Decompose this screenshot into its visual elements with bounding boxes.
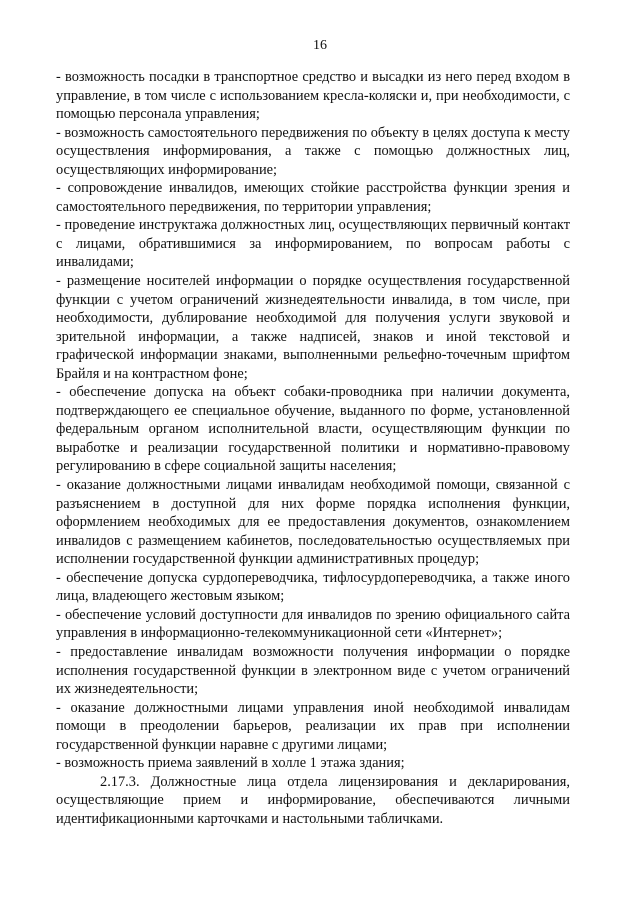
paragraph-barrier-assistance: - оказание должностными лицами управления иной необходимой инвалидам помощи в преодолении барьеров, реализации их прав при исполнении государственной функции наравне с другими лицами; [56, 699, 570, 753]
paragraph-information-placement: - размещение носителей информации о порядке осуществления государственной функции с учетом ограничений жизнедеятельности инвалида, в том числе, при необходимости, дублирование необходимой для получения услуги звуковой и зрительной информации, а также надписей, знаков и иной текстовой и графической информации знаками, выполненными рельефно-точечным шрифтом Брайля и на контрастном фоне; [56, 273, 570, 382]
paragraph-website-accessibility: - обеспечение условий доступности для инвалидов по зрению официального сайта управления в информационно-телекоммуникационной сети «Интернет»; [56, 606, 570, 642]
document-body [56, 68, 570, 828]
paragraph-hall-reception: - возможность приема заявлений в холле 1 этажа здания; [56, 755, 405, 772]
page-number: 16 [313, 38, 327, 53]
paragraph-boarding: - возможность посадки в транспортное средство и высадки из него перед входом в управление, в том числе с использованием кресла-коляски и, при необходимости, с помощью персонала управления; [56, 69, 570, 123]
paragraph-staff-assistance: - оказание должностными лицами инвалидам необходимой помощи, связанной с разъяснением в доступной для них форме порядка исполнения функции, оформлением необходимых для ее предоставления документов, ознакомлением инвалидов с размещением кабинетов, последовательностью осуществляемых при исполнении государственной функции административных процедур; [56, 477, 570, 568]
paragraph-escort: - сопровождение инвалидов, имеющих стойкие расстройства функции зрения и самостоятельного передвижения, по территории управления; [56, 180, 570, 215]
paragraph-section-2-17-3: 2.17.3. Должностные лица отдела лицензирования и декларирования, осуществляющие прием и информирование, обеспечиваются личными идентификационными карточками и настольными табличками. [56, 773, 570, 827]
paragraph-self-movement: - возможность самостоятельного передвижения по объекту в целях доступа к месту осуществления информирования, а также с помощью должностных лиц, осуществляющих информирование; [56, 124, 570, 178]
paragraph-sign-interpreter: - обеспечение допуска сурдопереводчика, тифлосурдопереводчика, а также иного лица, владеющего жестовым языком; [56, 569, 570, 605]
paragraph-electronic-information: - предоставление инвалидам возможности получения информации о порядке исполнения государственной функции в электронном виде с учетом ограничений их жизнедеятельности; [56, 643, 570, 698]
paragraph-staff-briefing: - проведение инструктажа должностных лиц, осуществляющих первичный контакт с лицами, обратившимися за информированием, по вопросам работы с инвалидами; [56, 217, 570, 271]
paragraph-guide-dog: - обеспечение допуска на объект собаки-проводника при наличии документа, подтверждающего ее специальное обучение, выданного по форме, установленной федеральным органом исполнительной власти, осуществляющим функции по выработке и реализации государственной политики и нормативно-правовому регулированию в сфере социальной защиты населения; [56, 384, 570, 475]
